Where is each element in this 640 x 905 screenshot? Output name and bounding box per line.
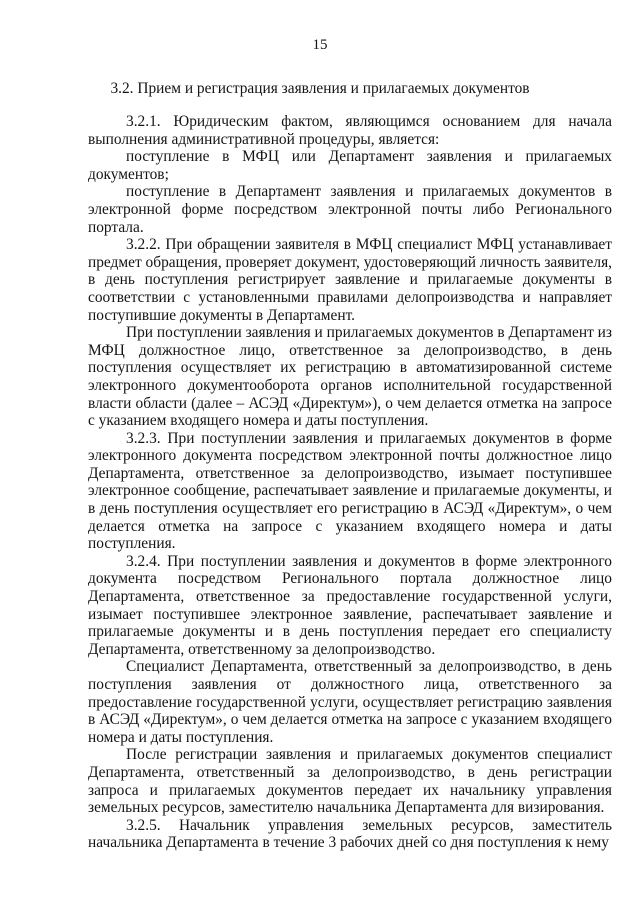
paragraph-after-registration: После регистрации заявления и прилагаемых документов специалист Департамента, ответственный за делопроизводство, в день регистрации запроса и прилагаемых документов передает их начальнику управления земельных ресурсов, заместителю начальника Департамента для визирования. [88,746,612,817]
section-heading: 3.2. Прием и регистрация заявления и прилагаемых документов [110,80,530,97]
paragraph-3-2-3: 3.2.3. При поступлении заявления и прилагаемых документов в форме электронного документа посредством электронной почты должностное лицо Департамента, ответственное за делопроизводство, изымает поступившее электронное сообщение, распечатывает заявление и прилагаемые документы, и в день поступления осуществляет его регистрацию в АСЭД «Директум», о чем делается отметка на запросе с указанием входящего номера и даты поступления. [88,429,612,553]
paragraph-specialist-registration: Специалист Департамента, ответственный за делопроизводство, в день поступления заявления от должностного лица, ответственного за предоставление государственной услуги, осуществляет регистрацию заявления в АСЭД «Директум», о чем делается отметка на запросе с указанием входящего номера и даты поступления. [88,658,612,746]
paragraph-3-2-1: 3.2.1. Юридическим фактом, являющимся основанием для начала выполнения административной процедуры, является: [88,113,612,148]
paragraph-3-2-4: 3.2.4. При поступлении заявления и документов в форме электронного документа посредством Регионального портала должностное лицо Департамента, ответственное за предоставление государственной услуги, изымает поступившее электронное заявление, распечатывает заявление и прилагаемые документы и в день поступления передает его специалисту Департамента, ответственному за делопроизводство. [88,552,612,658]
paragraph-list-item-mfc: поступление в МФЦ или Департамент заявления и прилагаемых документов; [88,148,612,183]
paragraph-mfc-registration: При поступлении заявления и прилагаемых документов в Департамент из МФЦ должностное лицо, ответственное за делопроизводство, в день поступления осуществляет их регистрацию в автоматизированной системе электронного документооборота органов исполнительной государственной власти области (далее – АСЭД «Директум»), о чем делается отметка на запросе с указанием входящего номера и даты поступления. [88,324,612,430]
paragraph-3-2-2: 3.2.2. При обращении заявителя в МФЦ специалист МФЦ устанавливает предмет обращения, проверяет документ, удостоверяющий личность заявителя, в день поступления регистрирует заявление и прилагаемые документы в соответствии с установленными правилами делопроизводства и направляет поступившие документы в Департамент. [88,236,612,324]
paragraph-list-item-electronic: поступление в Департамент заявления и прилагаемых документов в электронной форме посредством электронной почты либо Регионального портала. [88,183,612,236]
page-number: 15 [312,37,328,53]
document-body [88,113,612,852]
paragraph-3-2-5: 3.2.5. Начальник управления земельных ресурсов, заместитель начальника Департамента в течение 3 рабочих дней со дня поступления к нему [88,816,612,852]
